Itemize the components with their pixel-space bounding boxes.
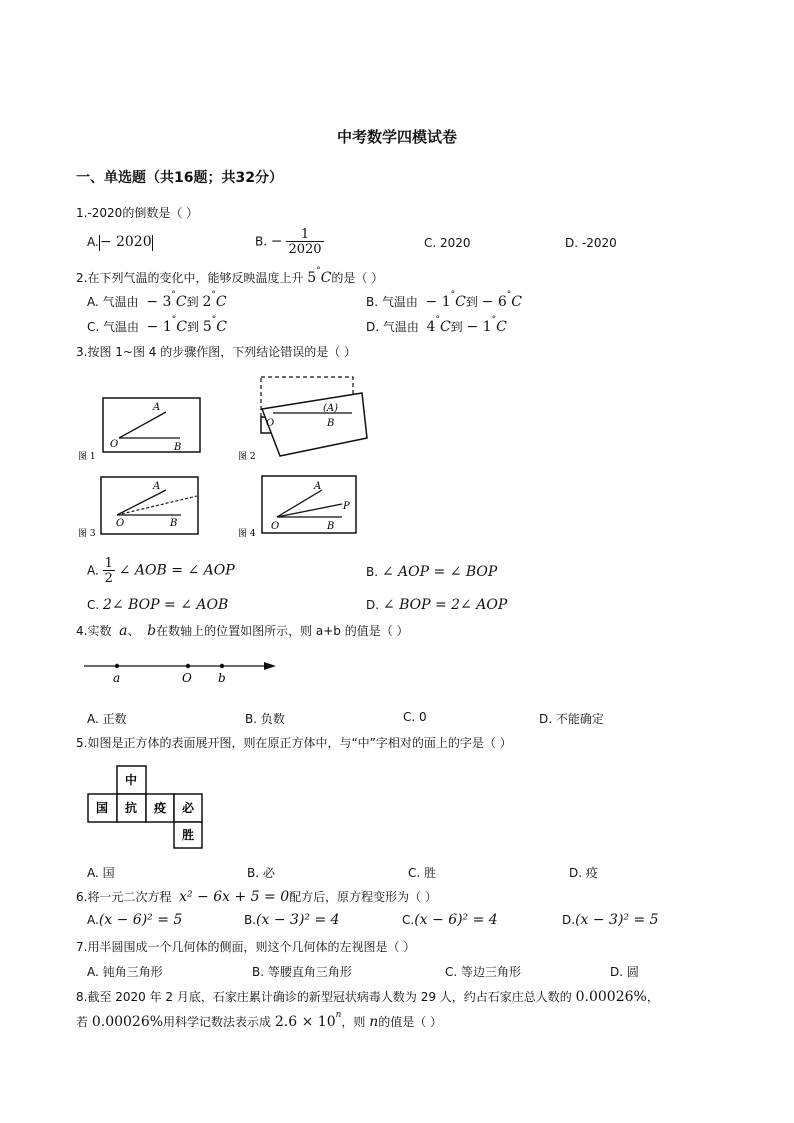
q8-line-1: 8.截至 2020 年 2 月底，石家庄累计确诊的新型冠状病毒人数为 29 人，约占石家庄总人数的 0.00026%， bbox=[76, 989, 659, 1005]
q2-option-a: A. 气温由 − 3°C到 2°C bbox=[87, 290, 227, 310]
q2-option-b: B. 气温由 − 1°C到 − 6°C bbox=[366, 290, 522, 310]
q5-option-c: C. 胜 bbox=[408, 866, 437, 880]
fig4-label-a: A bbox=[314, 481, 322, 492]
q1-option-d: D. -2020 bbox=[565, 236, 617, 250]
fig4-label-b: B bbox=[327, 521, 335, 532]
q2-option-d: D. 气温由 4°C到 − 1°C bbox=[366, 315, 507, 335]
fig1-label-a: A bbox=[153, 402, 161, 413]
q1-b-fraction: $\frac{1}{2020}$ bbox=[288, 227, 322, 257]
q7-option-d: D. 圆 bbox=[610, 965, 639, 979]
page-title: 中考数学四模试卷 bbox=[336, 128, 457, 146]
fig2-label-a: (A) bbox=[323, 403, 339, 414]
fig4-label-p: P bbox=[343, 501, 350, 512]
q6-option-d: D.(x − 3)² = 5 bbox=[562, 912, 659, 928]
section-heading: 一、单选题（共16题；共32分） bbox=[76, 170, 283, 186]
q4-number-line bbox=[80, 654, 280, 686]
q7-option-b: B. 等腰直角三角形 bbox=[252, 965, 352, 979]
q5-stem: 5.如图是正方体的表面展开图，则在原正方体中，与“中”字相对的面上的字是（ ） bbox=[76, 736, 512, 750]
q1-stem: 1.-2020的倒数是（ ） bbox=[76, 206, 199, 220]
q6-stem: 6.将一元二次方程 x² − 6x + 5 = 0配方后，原方程变形为（ ） bbox=[76, 889, 437, 905]
q5-option-a: A. 国 bbox=[87, 866, 115, 880]
q3-stem: 3.按图 1~图 4 的步骤作图，下列结论错误的是（ ） bbox=[76, 345, 357, 359]
fig3-caption: 图 3 bbox=[78, 529, 96, 539]
q5-option-b: B. 必 bbox=[247, 866, 275, 880]
q5-option-d: D. 疫 bbox=[569, 866, 598, 880]
figure-3 bbox=[78, 477, 198, 539]
fig3-ray-oa bbox=[117, 490, 166, 515]
q3-option-a: A. $\frac{1}{2}$ ∠ AOB = ∠ AOP bbox=[87, 556, 235, 586]
q7-option-a: A. 钝角三角形 bbox=[87, 965, 163, 979]
figure-4 bbox=[238, 476, 356, 539]
fig3-label-b: B bbox=[170, 518, 178, 529]
fig1-ray-oa bbox=[119, 412, 166, 438]
fig3-fold-line bbox=[117, 496, 197, 515]
cell-text-bi: 必 bbox=[181, 801, 195, 815]
fig2-caption: 图 2 bbox=[238, 452, 256, 462]
q2-stem: 2.在下列气温的变化中，能够反映温度上升 5°C的是（ ） bbox=[76, 266, 384, 286]
fig2-folded-flap bbox=[262, 393, 367, 456]
q4-option-c: C. 0 bbox=[403, 710, 427, 724]
q5-cube-net bbox=[86, 764, 204, 850]
q4-option-a: A. 正数 bbox=[87, 712, 127, 726]
axis-arrow bbox=[264, 662, 276, 670]
label-b: b bbox=[218, 671, 226, 685]
q1-option-c: C. 2020 bbox=[424, 236, 471, 250]
q1-option-b: B. − $\frac{1}{2020}$ bbox=[255, 227, 322, 257]
fig3-label-o: O bbox=[116, 518, 125, 529]
fig1-caption: 图 1 bbox=[78, 452, 96, 462]
fig4-label-o: O bbox=[271, 521, 280, 532]
fig4-caption: 图 4 bbox=[238, 529, 256, 539]
abs-bar-right bbox=[152, 235, 153, 251]
q3-option-c: C. 2∠ BOP = ∠ AOB bbox=[87, 597, 229, 613]
fig1-label-o: O bbox=[110, 439, 119, 450]
q7-option-c: C. 等边三角形 bbox=[445, 965, 522, 979]
q6-option-a: A.(x − 6)² = 5 bbox=[87, 912, 183, 928]
q3-a-fraction: $\frac{1}{2}$ bbox=[104, 556, 113, 586]
q6-option-b: B.(x − 3)² = 4 bbox=[244, 912, 340, 928]
q4-option-d: D. 不能确定 bbox=[539, 712, 604, 726]
fig2-label-o: O bbox=[266, 418, 275, 429]
cell-text-guo: 国 bbox=[95, 801, 109, 815]
cell-text-kang: 抗 bbox=[124, 801, 138, 815]
q4-option-b: B. 负数 bbox=[245, 712, 285, 726]
label-a: a bbox=[113, 671, 121, 685]
cell-text-yi: 疫 bbox=[153, 801, 167, 815]
fig1-label-b: B bbox=[174, 442, 182, 453]
fig2-label-b: B bbox=[327, 418, 335, 429]
point-a bbox=[115, 664, 119, 668]
q4-stem: 4.实数 a、 b在数轴上的位置如图所示，则 a+b 的值是（ ） bbox=[76, 623, 409, 639]
cell-text-zhong: 中 bbox=[124, 773, 138, 787]
fig3-label-a: A bbox=[153, 481, 161, 492]
label-o: O bbox=[182, 671, 192, 685]
figure-1 bbox=[78, 398, 200, 462]
q3-option-d: D. ∠ BOP = 2∠ AOP bbox=[366, 597, 508, 613]
q3-option-b: B. ∠ AOP = ∠ BOP bbox=[366, 564, 498, 580]
figure-2 bbox=[238, 377, 367, 462]
point-o bbox=[186, 664, 190, 668]
point-b bbox=[220, 664, 224, 668]
cell-text-sheng: 胜 bbox=[181, 828, 195, 842]
q1-option-a: A.− 2020 bbox=[87, 234, 152, 250]
q2-option-c: C. 气温由 − 1°C到 5°C bbox=[87, 315, 227, 335]
q8-line-2: 若 0.00026%用科学记数法表示成 $2.6 \times 10^n$，则 n的值是（ ） bbox=[76, 1010, 443, 1030]
q7-stem: 7.用半圆围成一个几何体的侧面，则这个几何体的左视图是（ ） bbox=[76, 940, 416, 954]
q3-figures bbox=[76, 372, 376, 544]
q6-option-c: C.(x − 6)² = 4 bbox=[402, 912, 498, 928]
